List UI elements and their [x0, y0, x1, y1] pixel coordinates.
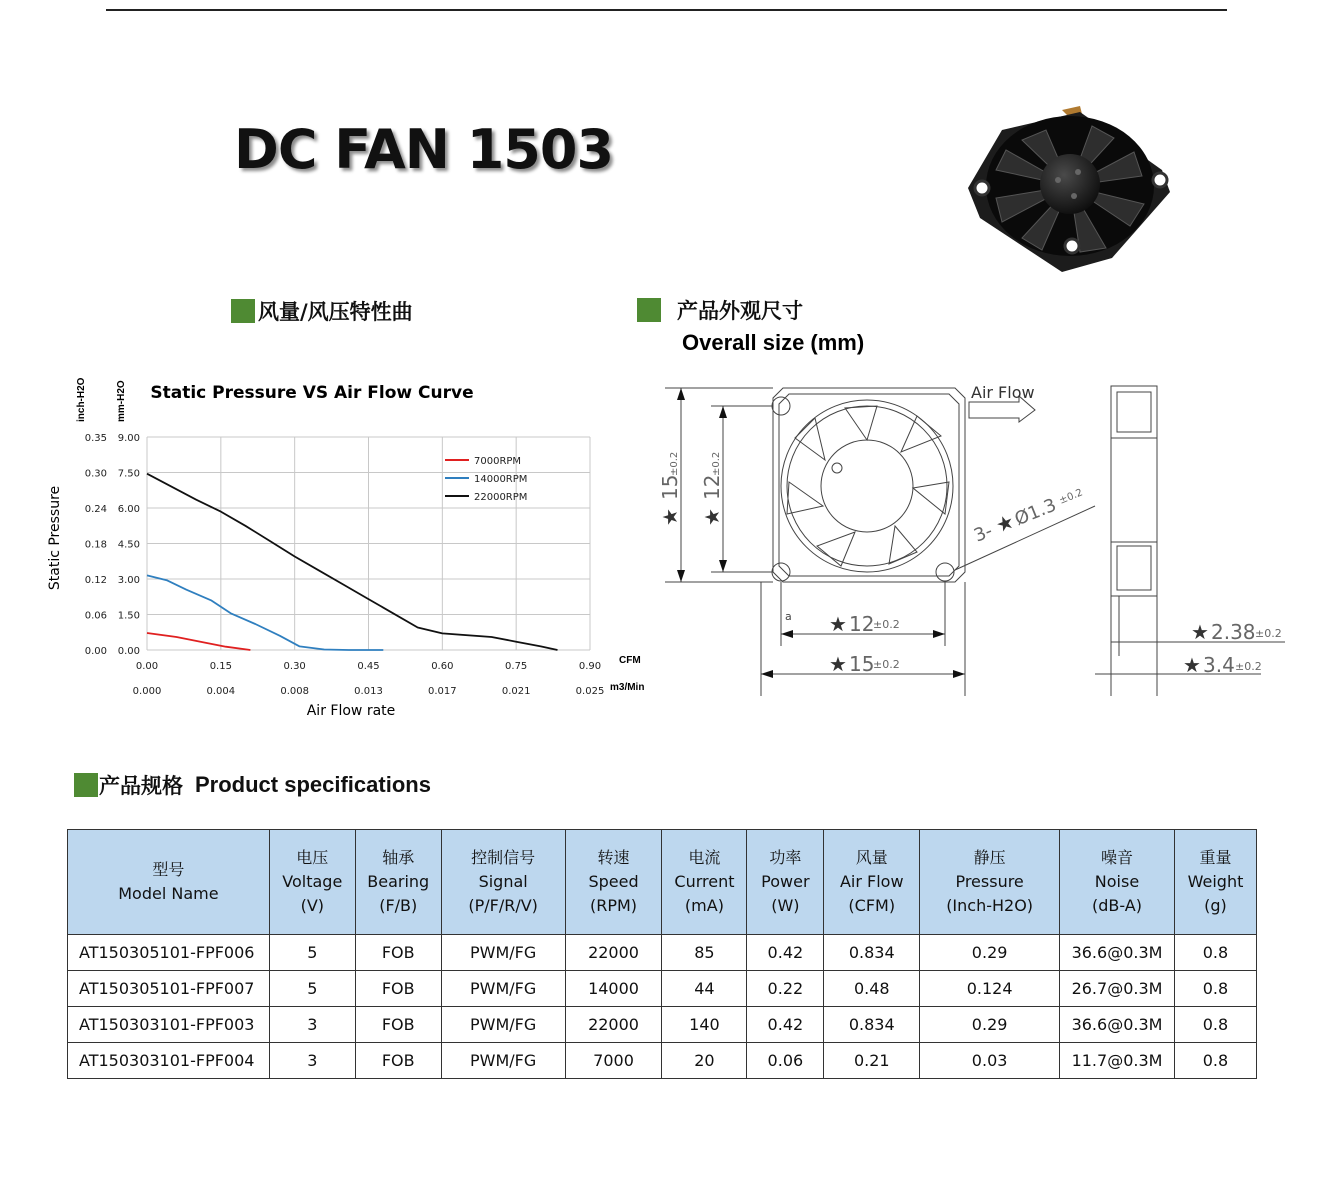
- header-unit: (mA): [684, 896, 724, 915]
- section-title-cn: 产品规格: [99, 774, 183, 798]
- cell-speed: 7000: [565, 1043, 662, 1079]
- cell-pressure: 0.29: [920, 1007, 1060, 1043]
- header-en: Current: [674, 872, 735, 891]
- cell-current: 44: [662, 971, 747, 1007]
- cell-weight: 0.8: [1174, 1007, 1256, 1043]
- header-unit: (CFM): [848, 896, 896, 915]
- cell-noise: 36.6@0.3M: [1060, 1007, 1175, 1043]
- cell-noise: 26.7@0.3M: [1060, 971, 1175, 1007]
- x-tick-label-cfm: 0.45: [357, 661, 380, 672]
- cell-bearing: FOB: [355, 1007, 441, 1043]
- cell-current: 20: [662, 1043, 747, 1079]
- header-en: Air Flow: [839, 872, 904, 891]
- fan-product-photo: [962, 100, 1174, 276]
- hole-dia: Ø1.3: [1011, 494, 1060, 531]
- x-tick-label-cfm: 0.60: [431, 661, 454, 672]
- header-signal: [441, 830, 565, 935]
- y-tick-label-inch: 0.12: [84, 575, 107, 586]
- cell-airflow: 0.21: [824, 1043, 920, 1079]
- x-tick-label-m3: 0.021: [501, 686, 531, 697]
- table-row: [68, 971, 1257, 1007]
- dim-width-outer: 15: [849, 652, 875, 676]
- header-weight: [1174, 830, 1256, 935]
- cell-model: AT150305101-FPF007: [68, 971, 270, 1007]
- cell-airflow: 0.834: [824, 1007, 920, 1043]
- header-cn: 电流: [688, 848, 721, 867]
- spec-table: [67, 829, 1257, 1079]
- cell-signal: PWM/FG: [441, 935, 565, 971]
- header-en: Bearing: [367, 872, 430, 891]
- header-pressure: [920, 830, 1060, 935]
- cell-noise: 36.6@0.3M: [1060, 935, 1175, 971]
- y-tick-label-mm: 4.50: [117, 539, 140, 551]
- x-unit-m3: m3/Min: [610, 682, 645, 693]
- cell-weight: 0.8: [1174, 935, 1256, 971]
- document-title: DC FAN 1503: [234, 118, 614, 181]
- dim-depth-b: 3.4: [1203, 653, 1235, 677]
- x-tick-label-cfm: 0.75: [505, 661, 528, 672]
- legend-label: 14000RPM: [474, 474, 528, 485]
- cell-noise: 11.7@0.3M: [1060, 1043, 1175, 1079]
- dim-width-inner: 12: [849, 612, 875, 636]
- header-speed: [565, 830, 662, 935]
- dim-star: ★: [700, 508, 724, 526]
- dim-star: ★: [829, 612, 847, 636]
- cell-signal: PWM/FG: [441, 1007, 565, 1043]
- y-tick-label-mm: 0.00: [117, 646, 140, 657]
- header-cn: 电压: [296, 848, 329, 867]
- dim-tol: ±0.2: [873, 658, 900, 671]
- y-tick-label-inch: 0.30: [84, 468, 107, 480]
- x-tick-label-cfm: 0.90: [578, 661, 602, 672]
- y-tick-label-mm: 9.00: [117, 433, 140, 444]
- cell-bearing: FOB: [355, 971, 441, 1007]
- section-heading-curve: [231, 296, 413, 326]
- header-en: Signal: [478, 872, 528, 891]
- x-tick-label-m3: 0.013: [354, 686, 383, 697]
- hole-count: 3-: [971, 520, 996, 547]
- y-tick-label-mm: 1.50: [117, 610, 140, 622]
- dim-tol: ±0.2: [873, 618, 900, 631]
- y-tick-label-inch: 0.06: [84, 610, 107, 622]
- fan-frame-outline: [773, 388, 965, 582]
- dim-tol: ±0.2: [669, 451, 680, 476]
- x-axis-label: Air Flow rate: [306, 703, 396, 719]
- pq-curve-chart: [40, 372, 660, 732]
- y-unit-inch: inch-H2O: [76, 377, 87, 422]
- header-unit: (g): [1204, 896, 1227, 915]
- legend-label: 22000RPM: [474, 492, 528, 503]
- cell-voltage: 3: [269, 1007, 355, 1043]
- x-tick-label-cfm: 0.00: [135, 661, 159, 672]
- chart-title: Static Pressure VS Air Flow Curve: [150, 383, 474, 403]
- section-title-en: Product specifications: [195, 772, 431, 797]
- cell-airflow: 0.834: [824, 935, 920, 971]
- header-en: Voltage: [282, 872, 343, 891]
- section-marker-icon: [637, 298, 661, 322]
- x-tick-label-m3: 0.004: [206, 686, 236, 697]
- dim-star: ★: [658, 508, 682, 526]
- cell-bearing: FOB: [355, 1043, 441, 1079]
- section-title-cn: 风量/风压特性曲: [258, 300, 413, 324]
- cell-signal: PWM/FG: [441, 971, 565, 1007]
- x-unit-cfm: CFM: [619, 655, 641, 666]
- table-header-row: [68, 830, 1257, 935]
- header-cn: 转速: [597, 848, 630, 867]
- cell-speed: 22000: [565, 1007, 662, 1043]
- y-tick-label-inch: 0.35: [84, 433, 107, 444]
- y-tick-label-mm: 7.50: [117, 468, 140, 480]
- cell-airflow: 0.48: [824, 971, 920, 1007]
- mounting-hole: [772, 563, 790, 581]
- cell-speed: 14000: [565, 971, 662, 1007]
- header-en: Model Name: [118, 884, 219, 903]
- y-tick-label-inch: 0.00: [84, 646, 107, 657]
- header-airflow: [824, 830, 920, 935]
- cell-speed: 22000: [565, 935, 662, 971]
- x-tick-label-m3: 0.025: [575, 686, 605, 697]
- header-power: [747, 830, 824, 935]
- header-cn: 静压: [973, 848, 1006, 867]
- cell-model: AT150305101-FPF006: [68, 935, 270, 971]
- cell-power: 0.06: [747, 1043, 824, 1079]
- header-en: Weight: [1187, 872, 1244, 891]
- y-tick-label-inch: 0.18: [84, 539, 107, 551]
- header-unit: (RPM): [589, 896, 638, 915]
- side-view-body: [1111, 386, 1157, 596]
- y-tick-label-mm: 6.00: [117, 504, 140, 515]
- cell-voltage: 3: [269, 1043, 355, 1079]
- x-tick-label-cfm: 0.30: [283, 661, 306, 672]
- y-tick-label-mm: 3.00: [117, 575, 140, 586]
- header-en: Noise: [1094, 872, 1140, 891]
- fan-hub-circle: [821, 440, 913, 532]
- y-unit-mm: mm-H2O: [116, 380, 127, 422]
- air-flow-label: Air Flow: [971, 383, 1035, 402]
- corner-mark: a: [785, 610, 792, 623]
- cell-weight: 0.8: [1174, 971, 1256, 1007]
- dim-star: ★: [1191, 620, 1209, 644]
- y-axis-label: Static Pressure: [47, 485, 63, 591]
- header-en: Power: [761, 872, 810, 891]
- cell-weight: 0.8: [1174, 1043, 1256, 1079]
- dim-depth-a: 2.38: [1211, 620, 1256, 644]
- cell-power: 0.22: [747, 971, 824, 1007]
- x-tick-label-m3: 0.000: [132, 686, 162, 697]
- header-cn: 轴承: [382, 848, 415, 867]
- cell-power: 0.42: [747, 1007, 824, 1043]
- header-unit: (dB-A): [1092, 896, 1142, 915]
- header-current: [662, 830, 747, 935]
- section-heading-size: [637, 295, 803, 325]
- cell-current: 85: [662, 935, 747, 971]
- dimension-drawing: [655, 376, 1295, 702]
- header-en: Speed: [588, 872, 639, 891]
- header-unit: (P/F/R/V): [468, 896, 538, 915]
- overall-size-label: Overall size (mm): [682, 330, 865, 355]
- header-unit: (F/B): [379, 896, 418, 915]
- dim-star: ★: [1183, 653, 1201, 677]
- x-tick-label-m3: 0.008: [280, 686, 309, 697]
- header-cn: 重量: [1199, 848, 1232, 867]
- dim-tol: ±0.2: [1255, 627, 1282, 640]
- table-row: [68, 1007, 1257, 1043]
- x-tick-label-m3: 0.017: [428, 686, 457, 697]
- cell-voltage: 5: [269, 935, 355, 971]
- dim-tol: ±0.2: [1235, 660, 1262, 673]
- header-cn: 功率: [769, 848, 802, 867]
- dim-tol: ±0.2: [711, 451, 722, 476]
- header-voltage: [269, 830, 355, 935]
- dim-height-outer: 15: [658, 474, 682, 500]
- dim-height-inner: 12: [700, 474, 724, 500]
- header-noise: [1060, 830, 1175, 935]
- header-en: Pressure: [955, 872, 1024, 891]
- header-cn: 型号: [152, 860, 185, 879]
- section-heading-spec: [74, 770, 431, 800]
- table-row: [68, 935, 1257, 971]
- cell-pressure: 0.29: [920, 935, 1060, 971]
- legend-label: 7000RPM: [474, 456, 522, 467]
- header-unit: (W): [771, 896, 800, 915]
- dim-star: ★: [992, 508, 1018, 538]
- cell-power: 0.42: [747, 935, 824, 971]
- mounting-hole: [936, 563, 954, 581]
- section-marker-icon: [231, 299, 255, 323]
- cell-voltage: 5: [269, 971, 355, 1007]
- table-row: [68, 1043, 1257, 1079]
- section-title-cn: 产品外观尺寸: [677, 299, 803, 323]
- series-line-7000rpm: [147, 633, 250, 650]
- header-unit: (V): [300, 896, 325, 915]
- header-cn: 风量: [855, 848, 888, 867]
- cell-model: AT150303101-FPF003: [68, 1007, 270, 1043]
- section-marker-icon: [74, 773, 98, 797]
- cell-pressure: 0.124: [920, 971, 1060, 1007]
- header-cn: 控制信号: [471, 848, 536, 867]
- y-tick-label-inch: 0.24: [84, 504, 107, 515]
- x-tick-label-cfm: 0.15: [209, 661, 232, 672]
- cell-current: 140: [662, 1007, 747, 1043]
- header-bearing: [355, 830, 441, 935]
- cell-signal: PWM/FG: [441, 1043, 565, 1079]
- dim-tol: ±0.2: [1057, 487, 1085, 507]
- header-cn: 噪音: [1100, 848, 1133, 867]
- dim-star: ★: [829, 652, 847, 676]
- cell-pressure: 0.03: [920, 1043, 1060, 1079]
- header-unit: (Inch-H2O): [946, 896, 1034, 915]
- header-model: [68, 830, 270, 935]
- top-rule: [106, 9, 1227, 11]
- cell-model: AT150303101-FPF004: [68, 1043, 270, 1079]
- cell-bearing: FOB: [355, 935, 441, 971]
